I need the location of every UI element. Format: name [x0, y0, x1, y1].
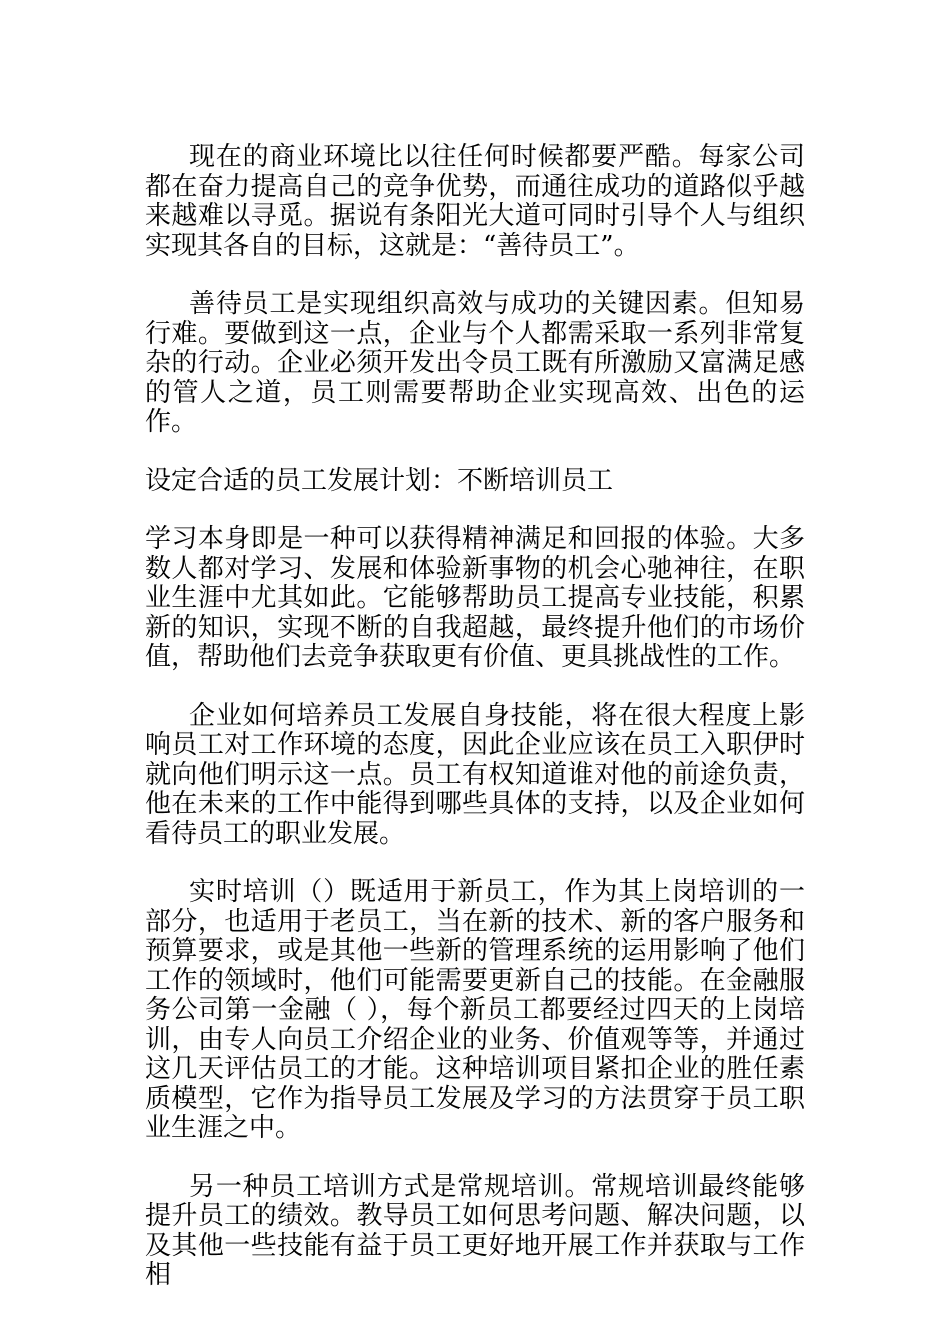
paragraph-treat-employees: 善待员工是实现组织高效与成功的关键因素。但知易行难。要做到这一点，企业与个人都需采取一系列非常复杂的行动。企业必须开发出令员工既有所激励又富满足感的管人之道，员工则需要帮助企业实现高效、出色的运作。 — [145, 289, 805, 437]
paragraph-learning: 学习本身即是一种可以获得精神满足和回报的体验。大多数人都对学习、发展和体验新事物的机会心驰神往，在职业生涯中尤其如此。它能够帮助员工提高专业技能，积累新的知识，实现不断的自我超越，最终提升他们的市场价值，帮助他们去竞争获取更有价值、更具挑战性的工作。 — [145, 524, 805, 672]
paragraph-regular-training: 另一种员工培训方式是常规培训。常规培训最终能够提升员工的绩效。教导员工如何思考问题、解决问题，以及其他一些技能有益于员工更好地开展工作并获取与工作相 — [145, 1171, 805, 1290]
section-heading: 设定合适的员工发展计划：不断培训员工 — [145, 465, 614, 496]
paragraph-intro: 现在的商业环境比以往任何时候都要严酷。每家公司都在奋力提高自己的竞争优势，而通往成功的道路似乎越来越难以寻觅。据说有条阳光大道可同时引导个人与组织实现其各自的目标，这就是：“善待员工”。 — [145, 142, 805, 261]
paragraph-skill-development: 企业如何培养员工发展自身技能，将在很大程度上影响员工对工作环境的态度，因此企业应该在员工入职伊时就向他们明示这一点。员工有权知道谁对他的前途负责，他在未来的工作中能得到哪些具体的支持，以及企业如何看待员工的职业发展。 — [145, 700, 805, 849]
document-body — [145, 143, 805, 1320]
paragraph-realtime-training: 实时培训（）既适用于新员工，作为其上岗培训的一部分，也适用于老员工，当在新的技术、新的客户服务和预算要求，或是其他一些新的管理系统的运用影响了他们工作的领域时，他们可能需要更新自己的技能。在金融服务公司第一金融（ ），每个新员工都要经过四天的上岗培训，由专人向员工介绍企业的业务、价值观等等，并通过这几天评估员工的才能。这种培训项目紧扣企业的胜任素质模型，它作为指导员工发展及学习的方法贯穿于员工职业生涯之中。 — [145, 877, 805, 1143]
